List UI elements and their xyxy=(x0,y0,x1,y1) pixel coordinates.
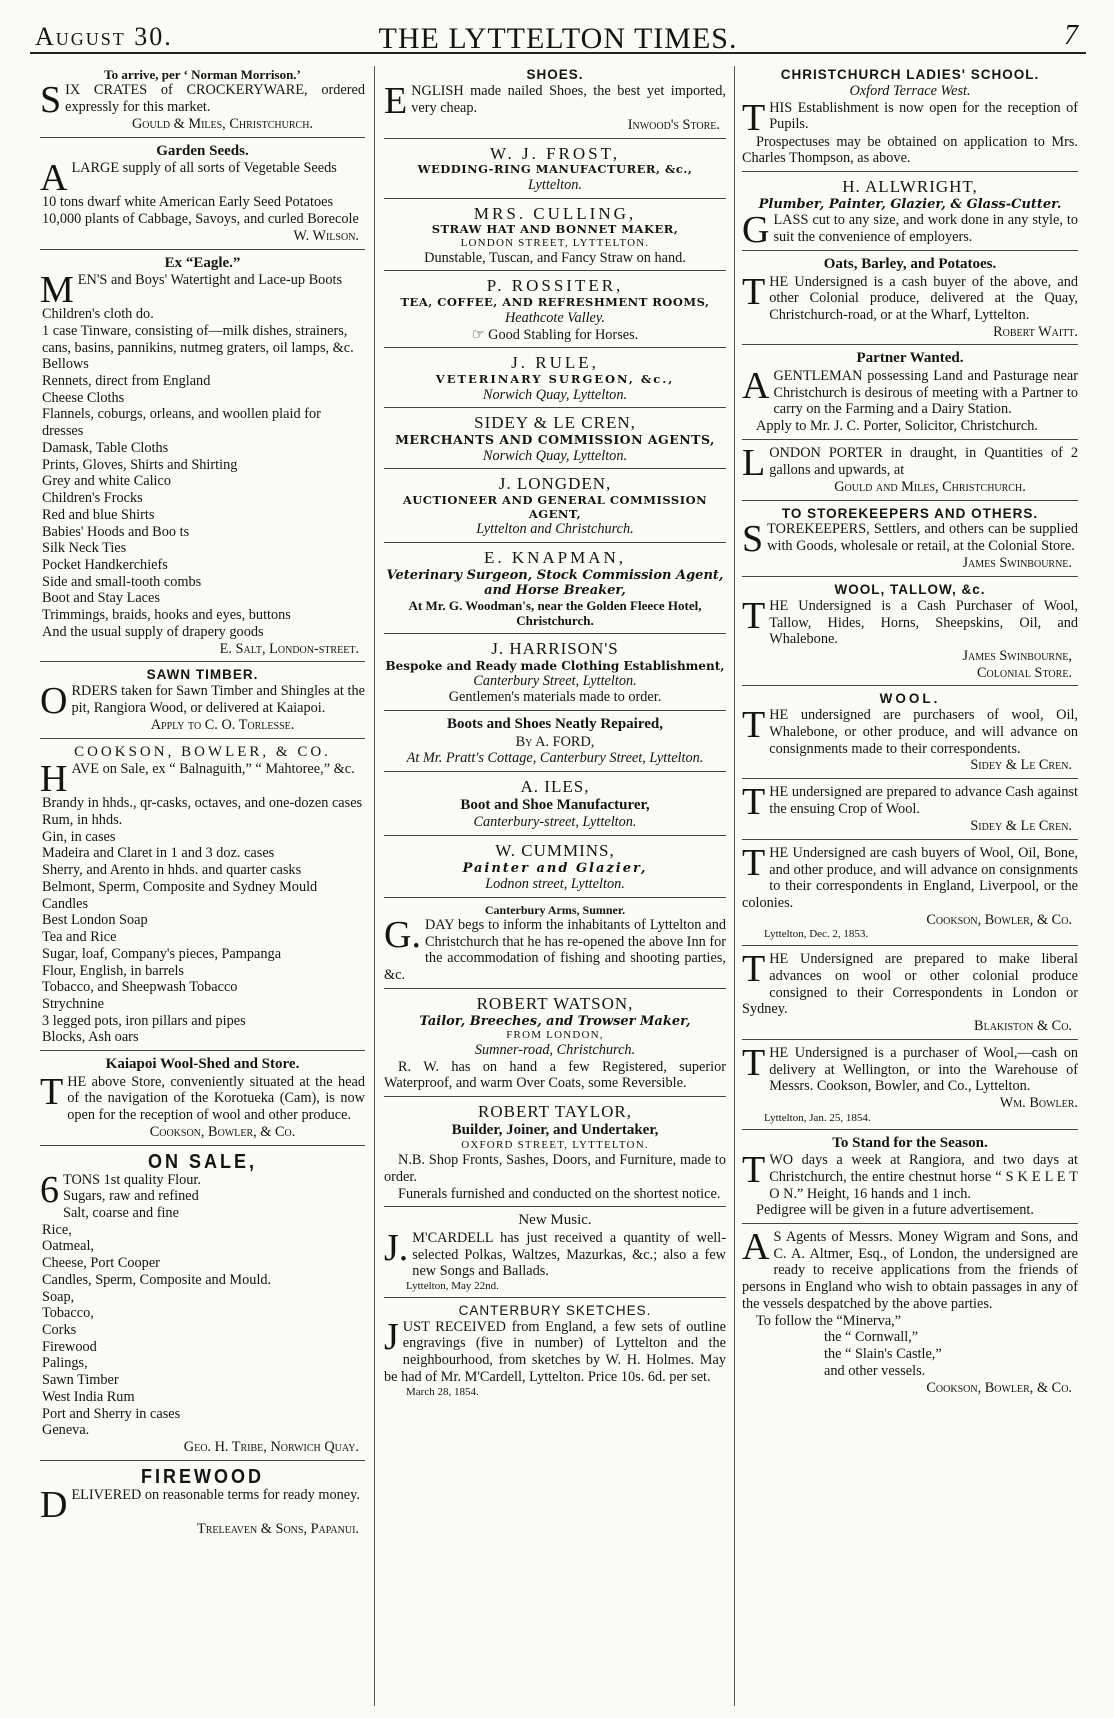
ad-trade: Bespoke and Ready made Clothing Establishment, xyxy=(385,658,725,673)
item-list xyxy=(40,306,365,640)
drop-cap: T xyxy=(742,96,766,139)
ad-trade: TEA, COFFEE, AND REFRESHMENT ROOMS, xyxy=(400,295,710,310)
ad-shoes xyxy=(384,66,726,139)
list-item: Babies' Hoods and Boo ts xyxy=(42,523,190,540)
drop-cap: T xyxy=(742,704,766,747)
list-item: Sawn Timber xyxy=(42,1372,119,1389)
ad-signature: Geo. H. Tribe, Norwich Quay. xyxy=(183,1439,359,1456)
ad-canterbury-arms xyxy=(384,902,726,989)
list-item: Sugars, raw and refined xyxy=(63,1188,199,1205)
list-item: Madeira and Claret in 1 and 3 doz. cases xyxy=(42,845,275,862)
list-item: Soap, xyxy=(42,1288,75,1305)
ad-eagle xyxy=(40,254,365,663)
list-item: Pocket Handkerchiefs xyxy=(42,556,168,573)
drop-cap: T xyxy=(742,841,766,884)
ad-text: N.B. Shop Fronts, Sashes, Doors, and Furniture, made to order. xyxy=(384,1152,726,1185)
drop-cap: G xyxy=(742,209,770,252)
list-item: Blocks, Ash oars xyxy=(42,1029,139,1046)
ad-heading: New Music. xyxy=(518,1212,592,1229)
list-item: Corks xyxy=(42,1322,77,1339)
ad-place: At Mr. Pratt's Cottage, Canterbury Street, Lyttelton. xyxy=(406,750,704,767)
drop-cap: J. xyxy=(384,1226,409,1269)
ad-date: Lyttelton, Dec. 2, 1853. xyxy=(764,928,869,941)
list-item: West India Rum xyxy=(42,1388,135,1405)
ad-name: J. LONGDEN, xyxy=(498,474,612,494)
ad-signature: Blakiston & Co. xyxy=(974,1018,1072,1035)
drop-cap: S xyxy=(40,79,62,122)
column-left xyxy=(40,66,365,1714)
ad-text: ELIVERED on reasonable terms for ready money. xyxy=(71,1486,360,1503)
ad-text: DAY begs to inform the inhabitants of Lyttelton and Christchurch that he has re-opened the above Inn for the accommodation of fishing and shooting parties, &c. xyxy=(384,916,726,984)
ad-frost xyxy=(384,143,726,199)
ad-taylor xyxy=(384,1101,726,1207)
ad-text: M'CARDELL has just received a quantity of well-selected Polkas, Waltzes, Mazurkas, &c.; also a few new Songs and Ballads. xyxy=(412,1229,726,1280)
ad-text: At Mr. G. Woodman's, near the Golden Fleece Hotel, Christchurch. xyxy=(408,598,702,629)
drop-cap: T xyxy=(742,270,766,313)
drop-cap: T xyxy=(742,594,766,637)
ad-heading: To Stand for the Season. xyxy=(832,1134,988,1151)
ad-trade: VETERINARY SURGEON, &c., xyxy=(435,372,675,387)
ad-place: Canterbury-street, Lyttelton. xyxy=(473,814,637,831)
column-rule xyxy=(374,66,375,1706)
list-item: the “ Cornwall,” xyxy=(824,1329,919,1346)
list-item: Cheese, Port Cooper xyxy=(42,1255,160,1272)
ad-name: J. RULE, xyxy=(511,353,599,373)
list-item: Flour, English, in barrels xyxy=(42,962,184,979)
ad-signature: W. Wilson. xyxy=(293,227,359,244)
ad-text: HE above Store, conveniently situated at the head of the navigation of the Korotueka (Cam), is now open for the reception of wool and other produce. xyxy=(67,1073,365,1124)
drop-cap: T xyxy=(40,1070,64,1113)
ad-text: AVE on Sale, ex “ Balnaguith,” “ Mahtoree,” &c. xyxy=(71,761,355,778)
list-item: Bellows xyxy=(42,356,89,373)
ad-signature: Robert Waitt. xyxy=(993,323,1078,340)
ad-date: Lyttelton, May 22nd. xyxy=(406,1280,499,1293)
column-middle xyxy=(384,66,726,1714)
ad-place: Heathcote Valley. xyxy=(504,309,606,326)
ad-signature: Sidey & Le Cren. xyxy=(970,818,1072,835)
column-rule xyxy=(734,66,735,1706)
ad-harrison xyxy=(384,638,726,711)
ad-on-sale xyxy=(40,1150,365,1461)
ad-text: Prospectuses may be obtained on application to Mrs. Charles Thompson, as above. xyxy=(742,133,1078,167)
list-item: Cheese Cloths xyxy=(42,389,125,406)
ad-trade: Plumber, Painter, Glazier, & Glass-Cutter. xyxy=(758,196,1062,212)
ad-trade: STRAW HAT AND BONNET MAKER, xyxy=(431,222,679,237)
ad-liberal-advances xyxy=(742,950,1078,1040)
ad-wool xyxy=(742,690,1078,779)
ad-text: Funerals furnished and conducted on the shortest notice. xyxy=(398,1185,721,1202)
ad-text: LARGE supply of all sorts of Vegetable Seeds xyxy=(71,160,337,177)
ad-text: TONS 1st quality Flour. xyxy=(63,1171,201,1188)
ad-sawn-timber xyxy=(40,666,365,739)
ad-heading: SAWN TIMBER. xyxy=(146,667,259,683)
ad-partner-wanted xyxy=(742,349,1078,439)
ad-place: Norwich Quay, Lyttelton. xyxy=(482,447,628,464)
drop-cap: E xyxy=(384,79,408,122)
ad-text: HE Undersigned is a Cash Purchaser of Wool, Tallow, Hides, Horns, Sheepskins, Oil, and Whalebone. xyxy=(769,597,1078,648)
drop-cap: T xyxy=(742,1149,766,1192)
ad-wool-tallow xyxy=(742,581,1078,686)
ad-text: TOREKEEPERS, Settlers, and others can be supplied with Goods, wholesale or retail, at the Colonial Store. xyxy=(767,521,1078,555)
ad-text: HE Undersigned is a purchaser of Wool,—cash on delivery at Wellington, or into the Warehouse of Messrs. Cookson, Bowler, and Co., Lyttelton. xyxy=(769,1044,1078,1095)
ad-place: Sumner-road, Christchurch. xyxy=(474,1041,636,1058)
ad-text: GENTLEMAN possessing Land and Pasturage near Christchurch is desirous of meeting with a Partner to carry on the Farming and a Dairy Station. xyxy=(773,367,1078,418)
ad-text: WO days a week at Rangiora, and two days at Christchurch, the entire chestnut horse “ S K E L E T O N.” Height, 16 hands and 1 inch. xyxy=(769,1152,1078,1202)
ad-agents xyxy=(742,1228,1078,1400)
ad-rossiter xyxy=(384,275,726,348)
list-item: Rennets, direct from England xyxy=(42,373,211,390)
masthead xyxy=(30,14,1086,54)
ad-text: Good Stabling for Horses. xyxy=(488,326,639,343)
list-item: Red and blue Shirts xyxy=(42,506,155,523)
ad-signature: Cookson, Bowler, & Co. xyxy=(926,911,1072,928)
list-item: the “ Slain's Castle,” xyxy=(824,1346,942,1363)
ad-kaiapoi xyxy=(40,1055,365,1145)
ad-text: UST RECEIVED from England, a few sets of outline engravings (five in number) of Lyttelton and the neighbourhood, from sketches by W. H. Holmes. May be had of Mr. M'Cardell, Lyttelton. Price 10s. 6d. per set. xyxy=(384,1318,726,1385)
ad-heading: TO STOREKEEPERS AND OTHERS. xyxy=(781,505,1039,521)
list-item: Silk Neck Ties xyxy=(42,540,127,557)
ad-wool-advance xyxy=(742,783,1078,840)
list-item: Oatmeal, xyxy=(42,1238,95,1255)
ad-cummins xyxy=(384,840,726,898)
item-list xyxy=(40,1188,365,1439)
ad-text: HE Undersigned are cash buyers of Wool, Oil, Bone, and other produce, and will advance on consignments to their correspondents in England, Liverpool, or the colonies. xyxy=(742,844,1078,911)
list-item: 3 legged pots, iron pillars and pipes xyxy=(42,1012,246,1029)
ad-signature: Wm. Bowler. xyxy=(999,1095,1078,1112)
ad-trade: Painter and Glazier, xyxy=(462,861,648,877)
list-item: 1 case Tinware, consisting of—milk dishes, strainers, cans, basins, pannikins, nutmeg graters, oil lamps, &c. xyxy=(42,322,354,356)
list-item: Strychnine xyxy=(42,995,104,1012)
ad-bowler xyxy=(742,1041,1078,1130)
drop-cap: G. xyxy=(384,913,421,956)
ad-heading: Oats, Barley, and Potatoes. xyxy=(823,256,997,273)
ad-name: W. CUMMINS, xyxy=(495,841,615,861)
list-item: Rum, in hhds. xyxy=(42,812,123,829)
issue-date: August 30. xyxy=(35,22,173,51)
ad-heading: Ex “Eagle.” xyxy=(164,254,241,271)
ad-name: ROBERT TAYLOR, xyxy=(478,1101,632,1121)
ad-text: HE Undersigned is a cash buyer of the above, and other Colonial produce, delivered at the Quay, Christchurch-road, or at the Wharf, Lyttelton. xyxy=(769,273,1078,323)
list-item: Side and small-tooth combs xyxy=(42,573,202,590)
ad-oats xyxy=(742,255,1078,345)
list-item: Sugar, loaf, Company's pieces, Pampanga xyxy=(42,945,282,962)
list-item: Palings, xyxy=(42,1355,88,1372)
ad-place: Canterbury Street, Lyttelton. xyxy=(473,672,637,689)
drop-cap: M xyxy=(40,269,74,312)
ad-text: RDERS taken for Sawn Timber and Shingles at the pit, Rangiora Wood, or delivered at Kaiapoi. xyxy=(71,683,365,716)
ad-signature: Inwood's Store. xyxy=(627,116,720,133)
ad-name: P. ROSSITER, xyxy=(486,276,624,296)
ad-name: J. HARRISON'S xyxy=(491,638,619,658)
list-item: Firewood xyxy=(42,1338,97,1355)
ad-heading: WOOL, TALLOW, &c. xyxy=(834,582,986,598)
ad-trade: Boot and Shoe Manufacturer, xyxy=(460,796,650,813)
list-item: Tobacco, xyxy=(42,1305,94,1322)
ad-crockery xyxy=(40,66,365,138)
list-item: And the usual supply of drapery goods xyxy=(42,623,264,640)
ad-longden xyxy=(384,473,726,543)
ad-ford xyxy=(384,715,726,772)
ad-culling xyxy=(384,203,726,272)
ad-date: Lyttelton, Jan. 25, 1854. xyxy=(764,1111,871,1124)
ad-signature: Sidey & Le Cren. xyxy=(970,757,1072,774)
ad-signature: Gould & Miles, Christchurch. xyxy=(131,116,313,133)
ad-text: Apply to Mr. J. C. Porter, Solicitor, Christchurch. xyxy=(756,418,1038,435)
ad-name: H. ALLWRIGHT, xyxy=(842,176,978,196)
ad-address: OXFORD STREET, LYTTELTON. xyxy=(461,1139,649,1152)
ad-garden-seeds xyxy=(40,142,365,250)
ad-signature: Cookson, Bowler, & Co. xyxy=(149,1123,296,1140)
ad-place: Norwich Quay, Lyttelton. xyxy=(482,386,628,403)
ad-trade: Tailor, Breeches, and Trowser Maker, xyxy=(419,1013,691,1029)
ad-address: LONDON STREET, LYTTELTON. xyxy=(460,236,650,249)
ad-name: ROBERT WATSON, xyxy=(476,993,634,1013)
drop-cap: A xyxy=(742,1226,770,1269)
ad-signature: E. Salt, London-street. xyxy=(219,640,359,657)
ad-trade: WEDDING-RING MANUFACTURER, &c., xyxy=(417,162,693,177)
list-item: Children's Frocks xyxy=(42,490,143,507)
drop-cap: S xyxy=(742,518,764,561)
ad-place: Oxford Terrace West. xyxy=(849,82,971,99)
ad-storekeepers xyxy=(742,505,1078,578)
ad-heading: CHRISTCHURCH LADIES' SCHOOL. xyxy=(780,67,1040,82)
ad-name: A. ILES, xyxy=(520,777,590,796)
ad-trade: Veterinary Surgeon, Stock Commission Agent, and Horse Breaker, xyxy=(386,567,724,599)
ad-heading: COOKSON, BOWLER, & CO. xyxy=(74,743,331,760)
ad-from: FROM LONDON, xyxy=(506,1028,604,1041)
list-item: Gin, in cases xyxy=(42,828,116,845)
ad-sidey xyxy=(384,412,726,469)
ad-signature: Apply to C. O. Torlesse. xyxy=(150,717,295,734)
ad-heading: SHOES. xyxy=(526,67,584,82)
ad-signature-line: Colonial Store. xyxy=(977,664,1072,681)
list-item: Prints, Gloves, Shirts and Shirting xyxy=(42,456,238,473)
drop-cap: T xyxy=(742,948,766,991)
ad-heading: Partner Wanted. xyxy=(856,350,964,367)
ad-date: March 28, 1854. xyxy=(406,1385,479,1398)
list-item: Geneva. xyxy=(42,1422,90,1439)
ad-cash-buyers xyxy=(742,841,1078,946)
ad-text: LASS cut to any size, and work done in any style, to suit the convenience of employers. xyxy=(773,212,1078,245)
ad-canterbury-sketches xyxy=(384,1302,726,1403)
ad-text: Pedigree will be given in a future advertisement. xyxy=(756,1202,1034,1219)
ad-ladies-school xyxy=(742,66,1078,172)
ad-heading: Garden Seeds. xyxy=(156,142,249,159)
list-item: Tobacco, and Sheepwash Tobacco xyxy=(42,979,238,996)
ad-name: SIDEY & LE CREN, xyxy=(474,413,636,433)
ad-heading: FIREWOOD xyxy=(141,1464,264,1488)
ad-name: MRS. CULLING, xyxy=(473,203,637,223)
ad-heading: Kaiapoi Wool-Shed and Store. xyxy=(105,1056,300,1073)
ad-place: Lodnon street, Lyttelton. xyxy=(485,876,625,893)
list-item: Children's cloth do. xyxy=(42,306,154,323)
list-item: Trimmings, braids, hooks and eyes, buttons xyxy=(42,607,291,624)
ad-text: IX CRATES of CROCKERYWARE, ordered expressly for this market. xyxy=(65,82,365,115)
page-number: 7 xyxy=(1064,20,1078,51)
list-item: Belmont, Sperm, Composite and Sydney Mould Candles xyxy=(42,878,318,912)
ad-signature: Cookson, Bowler, & Co. xyxy=(926,1379,1072,1396)
item-list xyxy=(40,795,365,1046)
ad-trade: AUCTIONEER AND GENERAL COMMISSION AGENT, xyxy=(402,493,708,521)
ad-text: HE undersigned are purchasers of wool, Oil, Whalebone, or other produce, and will advance on consignments made to their correspondents. xyxy=(769,707,1078,757)
ad-by: By A. FORD, xyxy=(515,733,595,750)
ad-text: ONDON PORTER in draught, in Quantities of 2 gallons and upwards, at xyxy=(769,444,1078,478)
ad-season xyxy=(742,1134,1078,1224)
drop-cap: L xyxy=(742,441,766,484)
ad-name: W. J. FROST, xyxy=(490,143,620,163)
list-item: Rice, xyxy=(42,1221,72,1238)
list-item: Candles, Sperm, Composite and Mould. xyxy=(42,1271,272,1288)
drop-cap: A xyxy=(40,157,68,200)
ad-trade: MERCHANTS AND COMMISSION AGENTS, xyxy=(395,432,715,448)
ad-name: E. KNAPMAN, xyxy=(483,547,627,567)
ad-text: HIS Establishment is now open for the reception of Pupils. xyxy=(769,99,1078,133)
list-item: Boot and Stay Laces xyxy=(42,590,160,607)
ad-london-porter xyxy=(742,441,1078,501)
drop-cap: J xyxy=(384,1315,399,1358)
ad-heading: To arrive, per ‘ Norman Morrison.’ xyxy=(104,67,301,82)
list-item: and other vessels. xyxy=(824,1362,926,1379)
ad-text: NGLISH made nailed Shoes, the best yet imported, very cheap. xyxy=(411,82,726,116)
ad-place: Lyttelton and Christchurch. xyxy=(476,521,634,538)
ad-cookson xyxy=(40,743,365,1051)
drop-cap: 6 xyxy=(40,1168,59,1211)
ad-text: EN'S and Boys' Watertight and Lace-up Boots xyxy=(77,272,343,289)
ad-heading: CANTERBURY SKETCHES. xyxy=(458,1302,652,1318)
ad-text: Dunstable, Tuscan, and Fancy Straw on hand. xyxy=(424,249,686,266)
ad-heading: Canterbury Arms, Sumner. xyxy=(484,902,626,917)
newspaper-title: THE LYTTELTON TIMES. xyxy=(378,22,738,55)
column-right xyxy=(742,66,1078,1714)
list-item: Tea and Rice xyxy=(42,929,117,946)
ad-text: HE Undersigned are prepared to make liberal advances on wool or other colonial produce consigned to their Correspondents in London or Sydney. xyxy=(742,951,1078,1018)
ad-new-music xyxy=(384,1211,726,1298)
ad-signature: James Swinbourne, xyxy=(962,648,1072,665)
drop-cap: H xyxy=(40,758,68,801)
ad-signature: Treleaven & Sons, Papanui. xyxy=(197,1520,359,1537)
ad-watson xyxy=(384,993,726,1097)
ad-line: 10 tons dwarf white American Early Seed Potatoes xyxy=(42,194,334,211)
list-item: Best London Soap xyxy=(42,912,148,929)
list-item: Damask, Table Cloths xyxy=(42,439,169,456)
list-item: Grey and white Calico xyxy=(42,473,172,490)
ad-text: To follow the “Minerva,” xyxy=(756,1312,902,1329)
list-item: Sherry, and Arento in hhds. and quarter casks xyxy=(42,862,302,879)
ad-line: 10,000 plants of Cabbage, Savoys, and curled Borecole xyxy=(42,211,359,228)
drop-cap: T xyxy=(742,781,766,824)
drop-cap: A xyxy=(742,364,770,407)
ad-text: HE undersigned are prepared to advance Cash against the ensuing Crop of Wool. xyxy=(769,784,1078,817)
pointing-hand-icon: ☞ xyxy=(471,326,485,343)
ad-place: Lyttelton. xyxy=(528,176,582,193)
ship-list xyxy=(742,1329,1078,1379)
drop-cap: O xyxy=(40,680,68,723)
list-item: Salt, coarse and fine xyxy=(63,1205,179,1221)
ad-text: S Agents of Messrs. Money Wigram and Sons, and C. A. Altmer, Esq., of London, the undersigned are ready to receive applications from the friends of persons in England who wish to obtain passages in any of the vessels despatched by the above parties. xyxy=(742,1229,1078,1312)
ad-iles xyxy=(384,776,726,836)
drop-cap: D xyxy=(40,1483,68,1526)
ad-name: Boots and Shoes Neatly Repaired, xyxy=(447,716,663,733)
ad-text: R. W. has on hand a few Registered, superior Waterproof, and warm Over Coats, some Reversible. xyxy=(384,1058,726,1092)
ad-knapman xyxy=(384,547,726,634)
list-item: Flannels, coburgs, orleans, and woollen plaid for dresses xyxy=(42,406,321,440)
ad-text: Gentlemen's materials made to order. xyxy=(448,689,662,706)
ad-signature: James Swinbourne. xyxy=(962,555,1072,572)
ad-signature: Gould and Miles, Christchurch. xyxy=(834,478,1026,495)
ad-heading: WOOL. xyxy=(879,691,941,707)
list-item: Port and Sherry in cases xyxy=(42,1405,181,1422)
list-item: Brandy in hhds., qr-casks, octaves, and one-dozen cases xyxy=(42,795,363,812)
ad-heading: ON SALE, xyxy=(147,1148,257,1172)
ad-trade: Builder, Joiner, and Undertaker, xyxy=(451,1121,659,1138)
ad-rule xyxy=(384,352,726,408)
ad-firewood xyxy=(40,1465,365,1542)
drop-cap: T xyxy=(742,1041,766,1084)
ad-allwright xyxy=(742,176,1078,251)
